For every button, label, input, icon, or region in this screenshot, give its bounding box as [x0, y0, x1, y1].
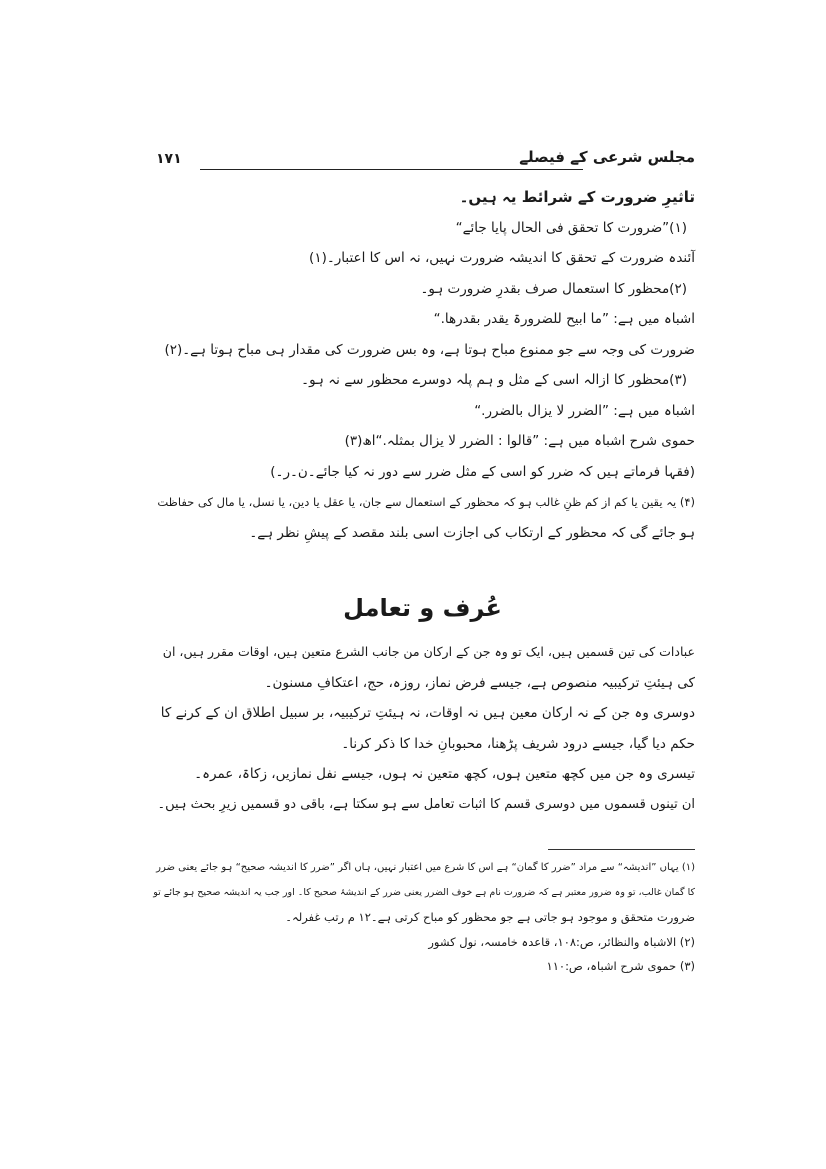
section-line: ان تینوں قسموں میں دوسری قسم کا اثبات تعامل سے ہو سکتا ہے، باقی دو قسمیں زیرِ بحث ہیں۔	[157, 796, 695, 812]
body-line: ہو جائے گی کہ محظور کے ارتکاب کی اجازت اسی بلند مقصد کے پیشِ نظر ہے۔	[249, 524, 695, 541]
header-title: مجلس شرعی کے فیصلے	[519, 148, 695, 166]
body-line: (۲)محظور کا استعمال صرف بقدرِ ضرورت ہو۔	[420, 280, 687, 297]
body-line: حموی شرح اشباہ میں ہے: ”قالوا : الضرر لا یزال بمثلہ.“اھ(۳)	[344, 433, 695, 449]
body-line: (۴) یہ یقین یا کم از کم ظنِ غالب ہو کہ محظور کے استعمال سے جان، یا عقل یا دین، یا نسل، یا مال کی حفاظت	[157, 495, 695, 509]
body-line: (۱)”ضرورت کا تحقق فی الحال پایا جائے“	[455, 219, 687, 236]
conditions-text	[150, 182, 695, 548]
footnote-rule	[548, 849, 695, 850]
header-rule	[200, 169, 583, 170]
body-line: (۳)محظور کا ازالہ اسی کے مثل و ہم پلہ دوسرے محظور سے نہ ہو۔	[301, 372, 687, 388]
section-text	[150, 637, 695, 820]
body-line: ضرورت کی وجہ سے جو ممنوع مباح ہوتا ہے، وہ بس ضرورت کی مقدار ہی مباح ہوتا ہے۔(۲)	[164, 341, 695, 358]
section-line: دوسری وہ جن کے نہ ارکان معین ہیں نہ اوقات، نہ ہیئتِ ترکیبیہ، بر سبیل اطلاق ان کے کرنے کا	[160, 705, 695, 721]
footnote-line: (۳) حموی شرح اشباہ، ص:۱۱۰	[546, 959, 695, 973]
body-line: (فقہا فرماتے ہیں کہ ضرر کو اسی کے مثل ضرر سے دور نہ کیا جائے۔ن۔ر۔)	[270, 463, 695, 480]
footnote-line: کا گمان غالب، تو وہ ضرور معتبر ہے کہ ضرورت نام ہے خوف الضرر یعنی ضرر کے اندیشۂ صحیح کا۔ اور جب یہ اندیشہ صحیح ہو جائے تو	[153, 886, 695, 898]
section-line: تیسری وہ جن میں کچھ متعین ہوں، کچھ متعین نہ ہوں، جیسے نفل نمازیں، زکاۃ، عمرہ۔	[194, 766, 695, 782]
body-line: اشباہ میں ہے: ”الضرر لا یزال بالضرر.“	[474, 402, 695, 419]
body-line: اشباہ میں ہے: ”ما ابیح للضرورۃ یقدر بقدرھا.“	[433, 311, 695, 327]
body-line: آئندہ ضرورت کے تحقق کا اندیشہ ضرورت نہیں، نہ اس کا اعتبار۔(۱)	[309, 250, 695, 266]
section-line: عبادات کی تین قسمیں ہیں، ایک تو وہ جن کے ارکان من جانب الشرع متعین ہیں، اوقات مقرر ہیں، ان	[162, 644, 695, 659]
page-number: ۱۷۱	[156, 151, 182, 167]
section-title: عُرف و تعامل	[343, 594, 502, 622]
footnote-line: (۱) یہاں ”اندیشہ“ سے مراد ”ضرر کا گمان“ ہے اس کا شرع میں اعتبار نہیں، ہاں اگر ”ضرر کا اندیشہ صحیح“ ہو جائے یعنی ضرر	[156, 862, 695, 873]
section-line: کی ہیئتِ ترکیبیہ منصوص ہے، جیسے فرض نماز، روزہ، حج، اعتکافِ مسنون۔	[264, 674, 695, 691]
footnote-line: ضرورت متحقق و موجود ہو جاتی ہے جو محظور کو مباح کرتی ہے۔۱۲ م رتب غفرلہ۔	[285, 910, 695, 924]
running-header	[150, 148, 695, 174]
conditions-heading: تاثیرِ ضرورت کے شرائط یہ ہیں۔	[459, 188, 695, 206]
section-line: حکم دیا گیا، جیسے درود شریف پڑھنا، محبوبانِ خدا کا ذکر کرنا۔	[341, 735, 695, 752]
footnote-line: (۲) الاشباہ والنظائر، ص:۱۰۸، قاعدہ خامسہ، نول کشور	[428, 934, 695, 949]
footnotes	[150, 856, 695, 979]
